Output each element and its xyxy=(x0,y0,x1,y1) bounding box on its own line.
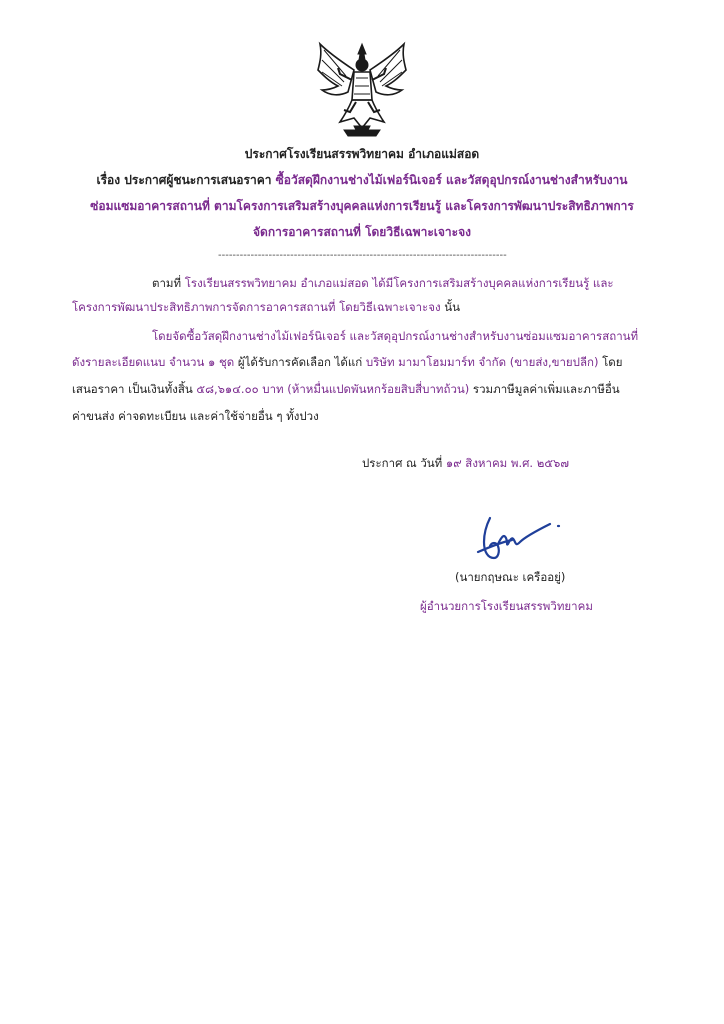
p2-quantity: ดังรายละเอียดแนบ จำนวน ๑ ชุด xyxy=(72,355,235,369)
paragraph2-line3 xyxy=(72,380,620,398)
paragraph2-line4: ค่าขนส่ง ค่าจดทะเบียน และค่าใช้จ่ายอื่น ๆ ทั้งปวง xyxy=(72,409,319,423)
subject-line-3: จัดการอาคารสถานที่ โดยวิธีเฉพาะเจาะจง xyxy=(253,225,471,239)
paragraph2-line2 xyxy=(72,353,623,371)
date-prefix: ประกาศ ณ วันที่ xyxy=(362,456,446,470)
subject-prefix: เรื่อง ประกาศผู้ชนะการเสนอราคา xyxy=(96,173,272,187)
p2-by: โดย xyxy=(598,355,623,369)
p1-prefix: ตามที่ xyxy=(152,276,185,290)
signature-image xyxy=(472,512,562,568)
announcement-line1: ประกาศโรงเรียนสรรพวิทยาคม อำเภอแม่สอด xyxy=(244,147,480,161)
date-value: ๑๙ สิงหาคม พ.ศ. ๒๕๖๗ xyxy=(445,456,569,470)
p2-selected: ผู้ได้รับการคัดเลือก ได้แก่ xyxy=(234,355,366,369)
paragraph1-line2 xyxy=(72,298,460,316)
subject-text: ซื้อวัสดุฝึกงานช่างไม้เฟอร์นิเจอร์ และวัสดุอุปกรณ์งานช่างสำหรับงาน xyxy=(271,173,628,187)
paragraph1-line1 xyxy=(152,274,614,292)
signer-name: (นายกฤษณะ เครืออยู่) xyxy=(455,570,566,584)
divider-line: -------------------------------------------------------------------------------- xyxy=(218,250,507,261)
p1-project: โครงการพัฒนาประสิทธิภาพการจัดการอาคารสถานที่ โดยวิธีเฉพาะเจาะจง xyxy=(72,300,441,314)
p2-vendor: บริษัท มามาโฮมมาร์ท จำกัด (ขายส่ง,ขายปลีก) xyxy=(365,355,599,369)
p2-purchase: โดยจัดซื้อวัสดุฝึกงานช่างไม้เฟอร์นิเจอร์ และวัสดุอุปกรณ์งานช่างสำหรับงานซ่อมแซมอาคารสถานที่ xyxy=(152,329,639,343)
subject-line xyxy=(0,171,724,189)
p1-suffix: นั้น xyxy=(440,300,460,314)
subject-line-2: ซ่อมแซมอาคารสถานที่ ตามโครงการเสริมสร้างบุคคลแห่งการเรียนรู้ และโครงการพัฒนาประสิทธิภาพการ xyxy=(90,199,634,213)
signer-position: ผู้อำนวยการโรงเรียนสรรพวิทยาคม xyxy=(420,599,593,613)
paragraph2-line1 xyxy=(152,327,638,345)
announcement-title xyxy=(0,145,724,163)
p2-price-value: ๕๘,๖๑๔.๐๐ บาท (ห้าหมื่นแปดพันหกร้อยสิบสี่บาทถ้วน) xyxy=(196,382,470,396)
p1-school: โรงเรียนสรรพวิทยาคม อำเภอแม่สอด ได้มีโครงการเสริมสร้างบุคคลแห่งการเรียนรู้ และ xyxy=(184,276,614,290)
p2-tax: รวมภาษีมูลค่าเพิ่มและภาษีอื่น xyxy=(469,382,620,396)
p2-price-label: เสนอราคา เป็นเงินทั้งสิ้น xyxy=(72,382,197,396)
garuda-emblem-icon xyxy=(314,40,410,140)
announcement-date xyxy=(362,455,569,473)
